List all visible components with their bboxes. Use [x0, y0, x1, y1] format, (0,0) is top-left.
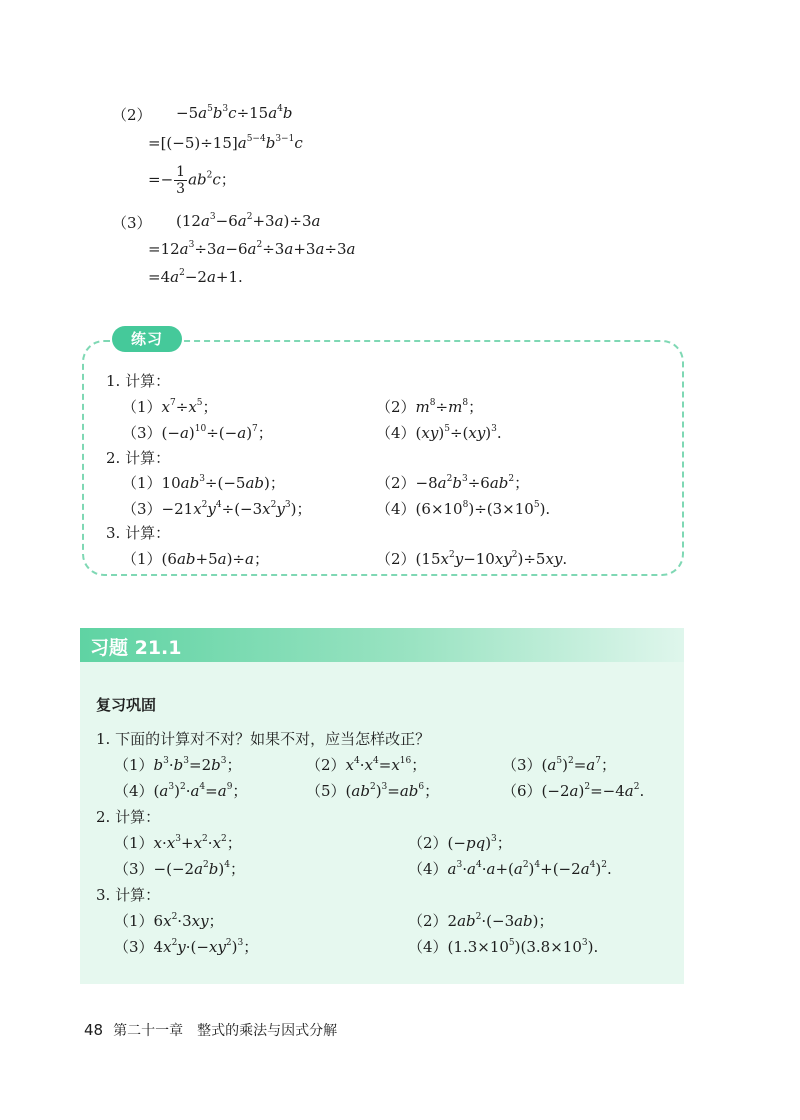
item-label: （1）: [114, 756, 154, 774]
practice-tab: 练习: [112, 326, 182, 352]
practice-q1-item-1: $(1)x^7\div x^5$；: [122, 398, 218, 416]
item-label: （2）: [376, 398, 416, 416]
exercise-q1-title: 1. 下面的计算对不对？如果不对，应当怎样改正？: [96, 730, 431, 748]
exercise-q2-item-4: $(4)a^3\cdot a^4\cdot a+(a^2)^4+(-2a^4)^2$.: [408, 860, 612, 878]
practice-q2-title: 2. 计算：: [106, 449, 171, 467]
practice-box: [82, 340, 684, 576]
practice-q2-item-1: $(1)10ab^3\div(-5ab)$；: [122, 474, 285, 492]
item-label: （2）: [408, 834, 448, 852]
item-label: （2）: [376, 550, 416, 568]
exercise-q2-item-2: $(2)(-pq)^3$；: [408, 834, 512, 852]
item-label: （3）: [502, 756, 542, 774]
practice-q1-item-2: $(2)m^8\div m^8$；: [376, 398, 484, 416]
review-heading: 复习巩固: [96, 696, 157, 714]
exercise-q3-item-3: $(3)4x^2y\cdot(-xy^2)^3$；: [114, 938, 259, 956]
exercise-q1-item-5: $(5)(ab^2)^3=ab^6$；: [306, 782, 440, 800]
practice-q3-title: 3. 计算：: [106, 524, 171, 542]
exercise-q3-item-1: $(1)6x^2\cdot 3xy$；: [114, 912, 224, 930]
item-label: （3）: [114, 860, 154, 878]
practice-q3-item-2: $(2)(15x^2y-10xy^2)\div 5xy$.: [376, 550, 568, 568]
fraction-denominator: 3: [176, 181, 186, 197]
solution-part-3-label: （3）: [112, 214, 152, 232]
item-label: （1）: [122, 474, 162, 492]
solution-2-line-2: $=[(-5)\div 15]a^{5-4}b^{3-1}c$: [148, 134, 303, 152]
item-label: （3）: [122, 500, 162, 518]
practice-q2-item-4: $(4)(6\times 10^8)\div(3\times 10^5)$.: [376, 500, 551, 518]
item-label: （2）: [376, 474, 416, 492]
page-number: 48: [84, 1021, 104, 1039]
chapter-title: 第二十一章 整式的乘法与因式分解: [113, 1023, 338, 1039]
practice-q1-item-3: $(3)(-a)^{10}\div(-a)^7$；: [122, 424, 273, 442]
solution-3-line-3: $=4a^2-2a+1$.: [148, 268, 243, 286]
exercise-q3-item-4: $(4)(1.3\times 10^5)(3.8\times 10^3)$.: [408, 938, 599, 956]
solution-2-line-3: =− $\frac{1}{3}$ $ab^2c$；: [148, 164, 236, 197]
exercise-q1-item-3: $(3)(a^5)^2=a^7$；: [502, 756, 616, 774]
item-label: （4）: [114, 782, 154, 800]
solution-3-line-1: $(12a^3-6a^2+3a)\div 3a$: [176, 212, 321, 230]
exercise-q1-item-1: $(1)b^3\cdot b^3=2b^3$；: [114, 756, 242, 774]
item-label: （4）: [376, 500, 416, 518]
item-label: （1）: [122, 398, 162, 416]
exercise-q1-item-4: $(4)(a^3)^2\cdot a^4=a^9$；: [114, 782, 248, 800]
exercise-q2-title: 2. 计算：: [96, 808, 161, 826]
exercise-q2-item-1: $(1)x\cdot x^3+x^2\cdot x^2$；: [114, 834, 242, 852]
exercise-q3-item-2: $(2)2ab^2\cdot(-3ab)$；: [408, 912, 554, 930]
item-label: （2）: [306, 756, 346, 774]
item-label: （5）: [306, 782, 346, 800]
practice-q2-item-2: $(2)-8a^2b^3\div 6ab^2$；: [376, 474, 530, 492]
page-footer: [84, 1020, 337, 1040]
item-label: （4）: [376, 424, 416, 442]
item-label: （3）: [122, 424, 162, 442]
exercise-q2-item-3: $(3)-(-2a^2b)^4$；: [114, 860, 245, 878]
item-label: （6）: [502, 782, 542, 800]
item-label: （1）: [122, 550, 162, 568]
fraction: [174, 164, 187, 197]
solution-part-2-label: （2）: [112, 106, 152, 124]
item-label: （2）: [408, 912, 448, 930]
practice-q3-item-1: （1）(6ab+5a)÷a；: [122, 550, 269, 568]
item-label: （1）: [114, 912, 154, 930]
practice-q2-item-3: $(3)-21x^2y^4\div(-3x^2y^3)$；: [122, 500, 312, 518]
solution-2-line-1: $-5a^5b^3c\div 15a^4b$: [176, 104, 293, 122]
exercise-title: 习题 21.1: [90, 637, 182, 659]
item-label: （4）: [408, 938, 448, 956]
item-label: （3）: [114, 938, 154, 956]
fraction-numerator: 1: [176, 164, 186, 180]
item-label: （1）: [114, 834, 154, 852]
practice-q1-item-4: （4）(xy)$^5$÷(xy)$^3$.: [376, 424, 502, 442]
practice-q1-title: 1. 计算：: [106, 372, 171, 390]
exercise-q1-item-2: $(2)x^4\cdot x^4=x^{16}$；: [306, 756, 427, 774]
item-label: （4）: [408, 860, 448, 878]
solution-3-line-2: $=12a^3\div 3a-6a^2\div 3a+3a\div 3a$: [148, 240, 356, 258]
exercise-q3-title: 3. 计算：: [96, 886, 161, 904]
exercise-q1-item-6: $(6)(-2a)^2=-4a^2$.: [502, 782, 645, 800]
